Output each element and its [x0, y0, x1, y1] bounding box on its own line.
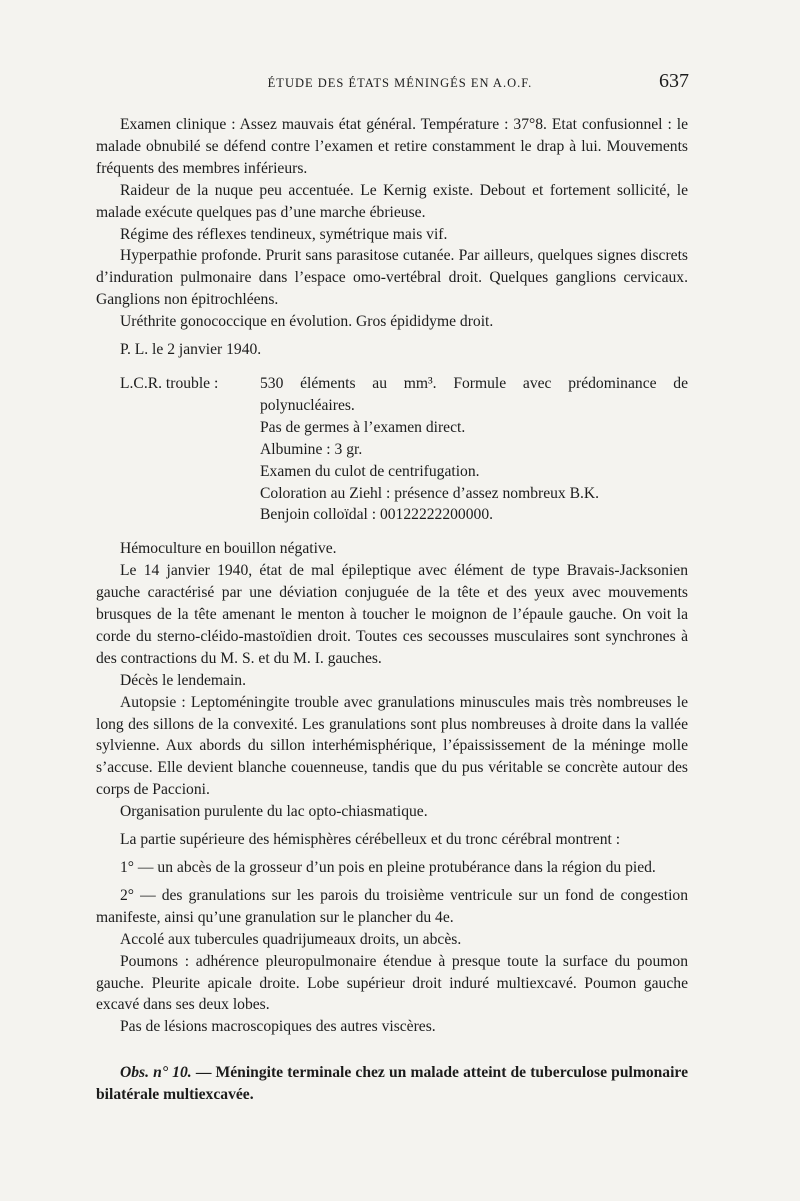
lcr-line: Examen du culot de centrifugation.	[260, 462, 480, 480]
paragraph: Organisation purulente du lac opto-chiasmatique.	[120, 803, 428, 821]
observation-text: — Méningite terminale chez un malade atteint de tuberculose pulmonaire bilatérale multiexcavée.	[96, 1064, 688, 1104]
paragraph: Examen clinique : Assez mauvais état général. Température : 37°8. Etat confusionnel : le malade obnubilé se défend contre l’examen et retire constamment le drap à lui. Mouvements fréquents des membres inférieurs.	[96, 116, 688, 177]
lcr-details	[260, 373, 688, 526]
observation-title	[96, 1062, 688, 1106]
lcr-line: polynucléaires.	[260, 396, 355, 414]
paragraph: Hémoculture en bouillon négative.	[120, 540, 337, 558]
lcr-line: Benjoin colloïdal : 00122222200000.	[260, 506, 494, 524]
paragraph: La partie supérieure des hémisphères cérébelleux et du tronc cérébral montrent :	[120, 831, 621, 849]
lcr-line: 530 éléments au mm³. Formule avec prédominance de	[260, 374, 688, 392]
paragraph: Pas de lésions macroscopiques des autres viscères.	[120, 1018, 436, 1036]
paragraph: Uréthrite gonococcique en évolution. Gros épididyme droit.	[120, 313, 494, 331]
body-text	[96, 114, 688, 1106]
paragraph: Régime des réflexes tendineux, symétrique mais vif.	[120, 225, 448, 243]
paragraph: Décès le lendemain.	[120, 671, 246, 689]
paragraph: Hyperpathie profonde. Prurit sans parasitose cutanée. Par ailleurs, quelques signes discrets d’induration pulmonaire dans l’espace omo-vertébral droit. Quelques ganglions cervicaux. Ganglions non épitrochléens.	[96, 247, 688, 309]
paragraph: 2° — des granulations sur les parois du troisième ventricule sur un fond de congestion manifeste, ainsi qu’une granulation sur le plancher du 4e.	[96, 886, 688, 926]
paragraph: P. L. le 2 janvier 1940.	[120, 341, 262, 359]
paragraph: Autopsie : Leptoméningite trouble avec granulations minuscules mais très nombreuses le long des sillons de la convexité. Les granulations sont plus nombreuses à droite dans la vallée sylvienne. Aux abords du sillon interhémisphérique, l’épaississement de la méninge molle s’accuse. Elle devient blanche couenneuse, tandis que du pus véritable se concrète autour des corps de Paccioni.	[96, 693, 688, 799]
lcr-line: Albumine : 3 gr.	[260, 440, 363, 458]
paragraph: Le 14 janvier 1940, état de mal épileptique avec élément de type Bravais-Jacksonien gauche caractérisé par une déviation conjuguée de la tête et des yeux avec mouvements brusques de la tête amenant le menton à toucher le moignon de l’épaule gauche. On voit la corde du sterno-cléido-mastoïdien droit. Toutes ces secousses musculaires sont synchrones à des contractions du M. S. et du M. I. gauches.	[96, 562, 688, 667]
lcr-label: L.C.R. trouble :	[120, 374, 219, 392]
page-number: 637	[659, 70, 689, 92]
running-title: ÉTUDE DES ÉTATS MÉNINGÉS EN A.O.F.	[267, 76, 533, 90]
lcr-results	[96, 373, 688, 526]
paragraph: Poumons : adhérence pleuropulmonaire étendue à presque toute la surface du poumon gauche. Pleurite apicale droite. Lobe supérieur droit induré multiexcavé. Poumon gauche excavé dans ses deux lobes.	[96, 952, 688, 1014]
paragraph: Accolé aux tubercules quadrijumeaux droits, un abcès.	[120, 930, 462, 948]
lcr-line: Pas de germes à l’examen direct.	[260, 418, 466, 436]
lcr-line: Coloration au Ziehl : présence d’assez nombreux B.K.	[260, 484, 600, 502]
paragraph: 1° — un abcès de la grosseur d’un pois en pleine protubérance dans la région du pied.	[120, 859, 656, 876]
observation-ref: Obs. n° 10.	[120, 1064, 192, 1082]
paragraph: Raideur de la nuque peu accentuée. Le Kernig existe. Debout et fortement sollicité, le malade exécute quelques pas d’une marche ébrieuse.	[96, 181, 688, 221]
